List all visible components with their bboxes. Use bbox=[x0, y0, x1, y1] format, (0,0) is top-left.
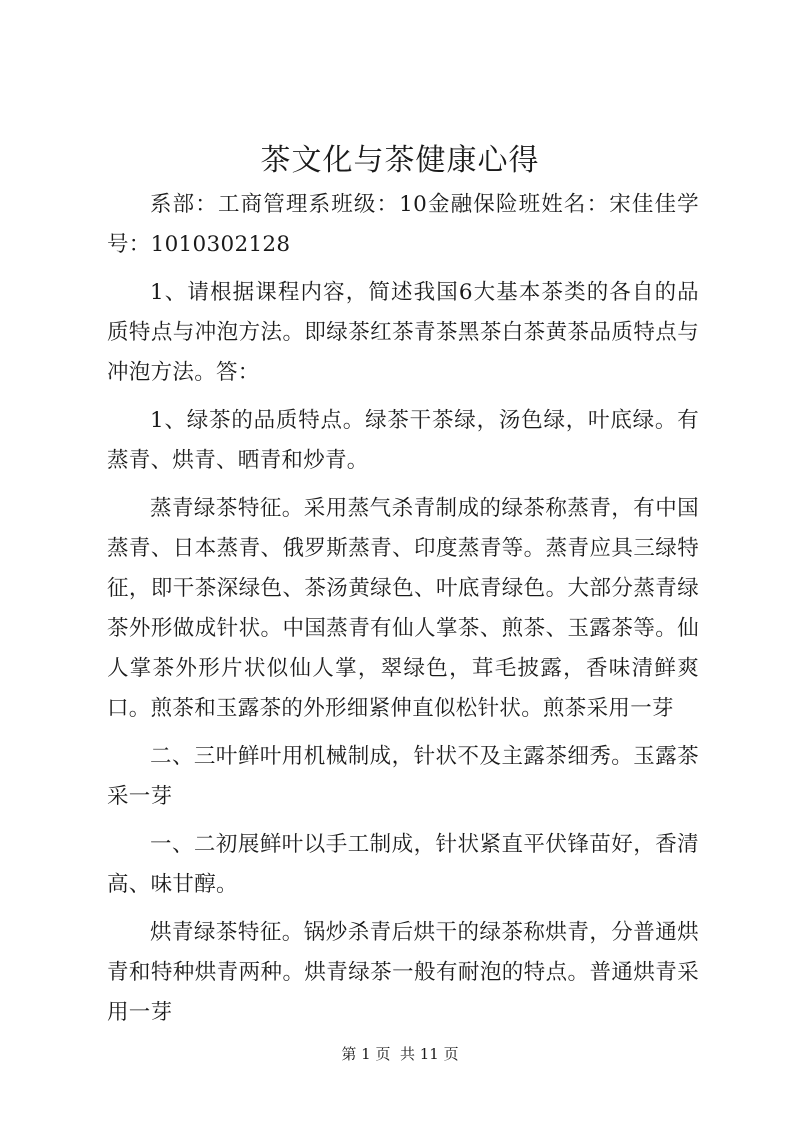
jade-dew-tea-paragraph: 二、三叶鲜叶用机械制成，针状不及主露茶细秀。玉露茶采一芽 bbox=[107, 744, 699, 809]
document-body bbox=[107, 185, 699, 1041]
page-number-label: 第 1 页 共 11 页 bbox=[341, 1045, 459, 1063]
fresh-leaf-paragraph: 一、二初展鲜叶以手工制成，针状紧直平伏锋苗好，香清高、味甘醇。 bbox=[107, 832, 699, 897]
steamed-green-tea-paragraph: 蒸青绿茶特征。采用蒸气杀青制成的绿茶称蒸青，有中国蒸青、日本蒸青、俄罗斯蒸青、印度蒸青等。蒸青应具三绿特征，即干茶深绿色、茶汤黄绿色、叶底青绿色。大部分蒸青绿茶外形做成针状。中国蒸青有仙人掌茶、煎茶、玉露茶等。仙人掌茶外形片状似仙人掌，翠绿色，茸毛披露，香味清鲜爽口。煎茶和玉露茶的外形细紧伸直似松针状。煎茶采用一芽 bbox=[107, 496, 699, 721]
green-tea-quality-paragraph: 1、绿茶的品质特点。绿茶干茶绿，汤色绿，叶底绿。有蒸青、烘青、晒青和炒青。 bbox=[107, 408, 699, 473]
baked-green-tea-paragraph: 烘青绿茶特征。锅炒杀青后烘干的绿茶称烘青，分普通烘青和特种烘青两种。烘青绿茶一般有耐泡的特点。普通烘青采用一芽 bbox=[107, 920, 699, 1025]
page-footer bbox=[0, 1044, 800, 1064]
question-paragraph: 1、请根据课程内容，简述我国6大基本茶类的各自的品质特点与冲泡方法。即绿茶红茶青茶黑茶白茶黄茶品质特点与冲泡方法。答： bbox=[107, 280, 699, 385]
student-info-paragraph: 系部：工商管理系班级：10金融保险班姓名：宋佳佳学号：1010302128 bbox=[107, 192, 699, 257]
document-title: 茶文化与茶健康心得 bbox=[260, 143, 540, 178]
